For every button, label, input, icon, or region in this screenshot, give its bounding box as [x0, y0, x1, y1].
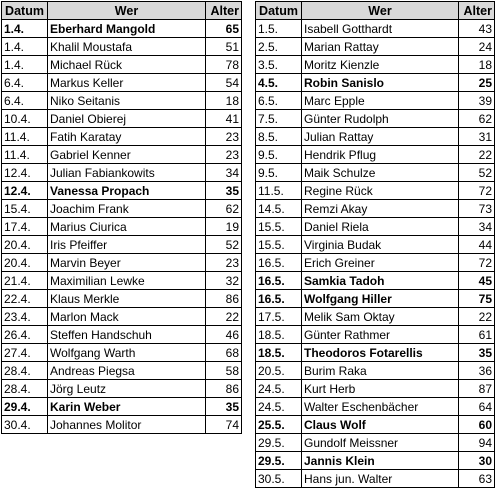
cell-age: 75 [459, 290, 495, 308]
cell-name: Theodoros Fotarellis [302, 344, 459, 362]
cell-name: Regine Rück [302, 182, 459, 200]
cell-age: 18 [206, 92, 242, 110]
cell-name: Remzi Akay [302, 200, 459, 218]
cell-name: Fatih Karatay [48, 128, 206, 146]
cell-name: Eberhard Mangold [48, 20, 206, 38]
cell-date: 8.5. [256, 128, 302, 146]
birthday-table-may [255, 1, 495, 488]
cell-name: Samkia Tadoh [302, 272, 459, 290]
cell-name: Melik Sam Oktay [302, 308, 459, 326]
table-row [256, 326, 495, 344]
table-row [2, 326, 242, 344]
cell-date: 27.4. [2, 344, 48, 362]
table-row [256, 236, 495, 254]
cell-date: 11.4. [2, 146, 48, 164]
cell-name: Robin Sanislo [302, 74, 459, 92]
cell-name: Günter Rudolph [302, 110, 459, 128]
table-row [256, 92, 495, 110]
cell-name: Isabell Gotthardt [302, 20, 459, 38]
table-row [2, 20, 242, 38]
cell-name: Gundolf Meissner [302, 434, 459, 452]
cell-date: 20.4. [2, 254, 48, 272]
cell-date: 22.4. [2, 290, 48, 308]
header-age: Alter [459, 2, 495, 20]
cell-age: 68 [206, 344, 242, 362]
cell-name: Niko Seitanis [48, 92, 206, 110]
cell-date: 16.5. [256, 290, 302, 308]
cell-age: 87 [459, 380, 495, 398]
table-row [256, 218, 495, 236]
cell-name: Steffen Handschuh [48, 326, 206, 344]
cell-name: Wolfgang Hiller [302, 290, 459, 308]
table-row [256, 290, 495, 308]
table-row [256, 110, 495, 128]
table-row [256, 254, 495, 272]
table-row [256, 380, 495, 398]
cell-name: Claus Wolf [302, 416, 459, 434]
cell-age: 24 [459, 38, 495, 56]
table-row [2, 308, 242, 326]
cell-name: Virginia Budak [302, 236, 459, 254]
cell-age: 32 [206, 272, 242, 290]
table-row [256, 182, 495, 200]
cell-date: 14.5. [256, 200, 302, 218]
table-row [2, 38, 242, 56]
cell-name: Erich Greiner [302, 254, 459, 272]
table-row [256, 38, 495, 56]
table-row [2, 200, 242, 218]
cell-date: 6.4. [2, 92, 48, 110]
cell-age: 35 [206, 182, 242, 200]
cell-name: Andreas Piegsa [48, 362, 206, 380]
table-row [2, 128, 242, 146]
cell-age: 58 [206, 362, 242, 380]
header-row [2, 2, 242, 20]
cell-date: 7.5. [256, 110, 302, 128]
cell-name: Hans jun. Walter [302, 470, 459, 488]
cell-name: Jörg Leutz [48, 380, 206, 398]
cell-name: Kurt Herb [302, 380, 459, 398]
cell-name: Joachim Frank [48, 200, 206, 218]
table-row [256, 344, 495, 362]
cell-date: 16.5. [256, 272, 302, 290]
cell-date: 1.4. [2, 38, 48, 56]
cell-date: 12.4. [2, 182, 48, 200]
cell-age: 64 [459, 398, 495, 416]
table-row [256, 362, 495, 380]
cell-name: Moritz Kienzle [302, 56, 459, 74]
cell-age: 54 [206, 74, 242, 92]
cell-name: Vanessa Propach [48, 182, 206, 200]
header-age: Alter [206, 2, 242, 20]
table-row [2, 290, 242, 308]
cell-age: 62 [459, 110, 495, 128]
cell-date: 4.5. [256, 74, 302, 92]
table-row [256, 308, 495, 326]
cell-age: 63 [459, 470, 495, 488]
table-row [2, 182, 242, 200]
cell-name: Johannes Molitor [48, 416, 206, 434]
cell-age: 22 [206, 308, 242, 326]
cell-age: 52 [459, 164, 495, 182]
table-row [2, 272, 242, 290]
header-row [256, 2, 495, 20]
cell-name: Michael Rück [48, 56, 206, 74]
cell-age: 23 [206, 254, 242, 272]
table-row [256, 128, 495, 146]
table-row [2, 236, 242, 254]
cell-age: 39 [459, 92, 495, 110]
cell-age: 74 [206, 416, 242, 434]
cell-name: Daniel Riela [302, 218, 459, 236]
table-row [2, 254, 242, 272]
table-row [2, 110, 242, 128]
cell-age: 25 [459, 74, 495, 92]
cell-name: Wolfgang Warth [48, 344, 206, 362]
cell-name: Walter Eschenbächer [302, 398, 459, 416]
cell-name: Marius Ciurica [48, 218, 206, 236]
cell-date: 25.5. [256, 416, 302, 434]
cell-age: 51 [206, 38, 242, 56]
table-row [2, 380, 242, 398]
cell-date: 2.5. [256, 38, 302, 56]
cell-age: 23 [206, 128, 242, 146]
cell-name: Hendrik Pflug [302, 146, 459, 164]
cell-name: Maik Schulze [302, 164, 459, 182]
cell-date: 17.4. [2, 218, 48, 236]
table-body-april [2, 20, 242, 434]
cell-date: 15.5. [256, 218, 302, 236]
cell-age: 86 [206, 290, 242, 308]
cell-date: 28.4. [2, 380, 48, 398]
cell-name: Marlon Mack [48, 308, 206, 326]
cell-name: Marvin Beyer [48, 254, 206, 272]
table-row [256, 452, 495, 470]
cell-name: Marian Rattay [302, 38, 459, 56]
cell-date: 1.4. [2, 56, 48, 74]
cell-name: Julian Rattay [302, 128, 459, 146]
cell-date: 21.4. [2, 272, 48, 290]
cell-name: Iris Pfeiffer [48, 236, 206, 254]
cell-name: Markus Keller [48, 74, 206, 92]
cell-name: Karin Weber [48, 398, 206, 416]
table-row [2, 56, 242, 74]
cell-name: Günter Rathmer [302, 326, 459, 344]
table-row [256, 164, 495, 182]
cell-date: 1.5. [256, 20, 302, 38]
cell-date: 23.4. [2, 308, 48, 326]
cell-age: 45 [459, 272, 495, 290]
cell-name: Marc Epple [302, 92, 459, 110]
cell-name: Daniel Obierej [48, 110, 206, 128]
table-row [256, 200, 495, 218]
cell-age: 36 [459, 362, 495, 380]
cell-age: 60 [459, 416, 495, 434]
table-row [256, 20, 495, 38]
cell-date: 20.5. [256, 362, 302, 380]
cell-age: 35 [206, 398, 242, 416]
cell-age: 73 [459, 200, 495, 218]
cell-date: 9.5. [256, 146, 302, 164]
cell-age: 23 [206, 146, 242, 164]
table-row [2, 146, 242, 164]
cell-date: 15.5. [256, 236, 302, 254]
cell-name: Khalil Moustafa [48, 38, 206, 56]
cell-age: 72 [459, 182, 495, 200]
cell-date: 26.4. [2, 326, 48, 344]
table-row [2, 344, 242, 362]
cell-age: 62 [206, 200, 242, 218]
cell-date: 9.5. [256, 164, 302, 182]
cell-date: 16.5. [256, 254, 302, 272]
cell-date: 30.4. [2, 416, 48, 434]
cell-age: 65 [206, 20, 242, 38]
header-name: Wer [48, 2, 206, 20]
cell-date: 28.4. [2, 362, 48, 380]
cell-age: 43 [459, 20, 495, 38]
cell-date: 6.5. [256, 92, 302, 110]
cell-age: 72 [459, 254, 495, 272]
cell-age: 19 [206, 218, 242, 236]
header-name: Wer [302, 2, 459, 20]
cell-name: Jannis Klein [302, 452, 459, 470]
cell-age: 30 [459, 452, 495, 470]
cell-date: 12.4. [2, 164, 48, 182]
cell-date: 29.5. [256, 452, 302, 470]
table-row [2, 164, 242, 182]
cell-date: 18.5. [256, 326, 302, 344]
cell-age: 94 [459, 434, 495, 452]
cell-date: 17.5. [256, 308, 302, 326]
table-row [256, 470, 495, 488]
birthday-table-april [1, 1, 242, 434]
cell-date: 3.5. [256, 56, 302, 74]
cell-date: 24.5. [256, 380, 302, 398]
cell-age: 46 [206, 326, 242, 344]
cell-date: 30.5. [256, 470, 302, 488]
cell-age: 44 [459, 236, 495, 254]
table-row [256, 272, 495, 290]
cell-age: 86 [206, 380, 242, 398]
cell-age: 34 [206, 164, 242, 182]
cell-age: 41 [206, 110, 242, 128]
table-row [256, 146, 495, 164]
cell-date: 10.4. [2, 110, 48, 128]
cell-age: 22 [459, 146, 495, 164]
table-row [2, 362, 242, 380]
table-row [256, 398, 495, 416]
table-row [2, 92, 242, 110]
cell-date: 11.5. [256, 182, 302, 200]
header-date: Datum [256, 2, 302, 20]
cell-name: Gabriel Kenner [48, 146, 206, 164]
table-row [2, 218, 242, 236]
table-row [2, 74, 242, 92]
cell-date: 15.4. [2, 200, 48, 218]
cell-age: 78 [206, 56, 242, 74]
cell-age: 31 [459, 128, 495, 146]
table-row [256, 74, 495, 92]
cell-name: Julian Fabiankowits [48, 164, 206, 182]
table-row [2, 416, 242, 434]
cell-age: 61 [459, 326, 495, 344]
cell-date: 18.5. [256, 344, 302, 362]
cell-age: 22 [459, 308, 495, 326]
header-date: Datum [2, 2, 48, 20]
cell-name: Maximilian Lewke [48, 272, 206, 290]
cell-date: 6.4. [2, 74, 48, 92]
cell-date: 11.4. [2, 128, 48, 146]
cell-age: 18 [459, 56, 495, 74]
table-row [2, 398, 242, 416]
cell-age: 34 [459, 218, 495, 236]
cell-date: 24.5. [256, 398, 302, 416]
cell-date: 29.4. [2, 398, 48, 416]
cell-age: 52 [206, 236, 242, 254]
table-row [256, 416, 495, 434]
cell-date: 1.4. [2, 20, 48, 38]
cell-name: Burim Raka [302, 362, 459, 380]
cell-name: Klaus Merkle [48, 290, 206, 308]
cell-date: 29.5. [256, 434, 302, 452]
table-body-may [256, 20, 495, 488]
cell-age: 35 [459, 344, 495, 362]
cell-date: 20.4. [2, 236, 48, 254]
table-row [256, 56, 495, 74]
table-row [256, 434, 495, 452]
